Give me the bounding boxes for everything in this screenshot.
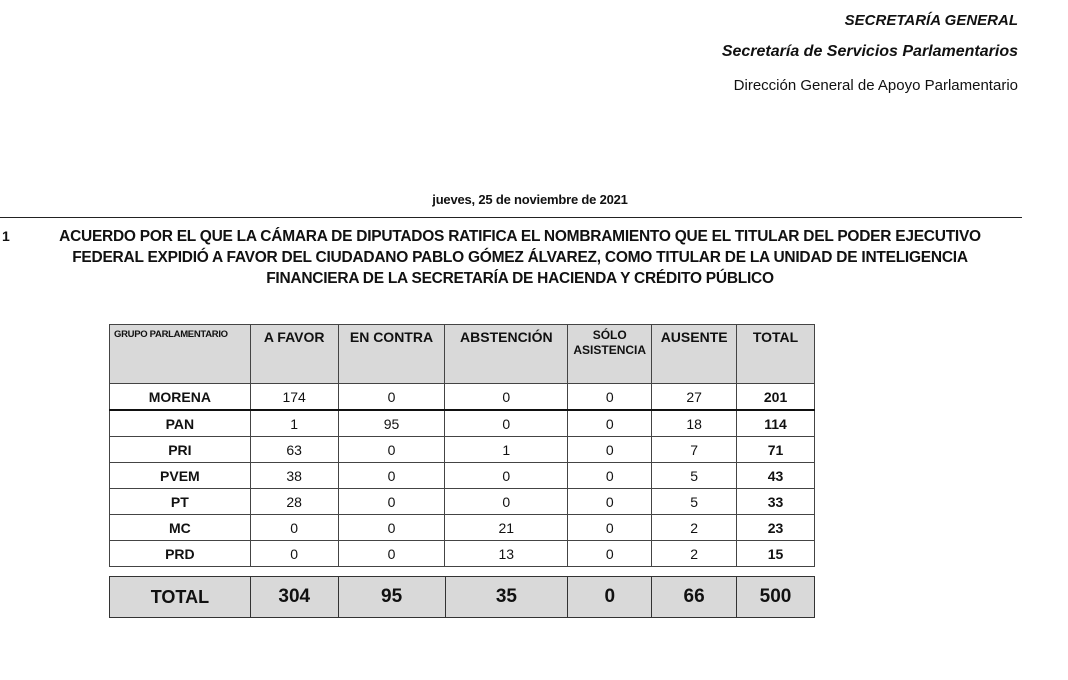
cell-abstencion: 1 xyxy=(445,437,568,463)
totals-label: TOTAL xyxy=(110,577,251,618)
totals-row xyxy=(110,577,815,618)
header-direccion-general: Dirección General de Apoyo Parlamentario xyxy=(733,77,1018,94)
table-row xyxy=(110,541,815,567)
cell-a-favor: 1 xyxy=(250,410,338,437)
cell-a-favor: 38 xyxy=(250,463,338,489)
cell-total: 15 xyxy=(737,541,815,567)
cell-abstencion: 21 xyxy=(445,515,568,541)
cell-solo-asistencia: 0 xyxy=(568,463,652,489)
cell-ausente: 7 xyxy=(652,437,737,463)
session-date: jueves, 25 de noviembre de 2021 xyxy=(432,192,628,207)
cell-abstencion: 0 xyxy=(445,463,568,489)
cell-solo-asistencia: 0 xyxy=(568,515,652,541)
cell-party: MC xyxy=(110,515,251,541)
cell-solo-asistencia: 0 xyxy=(568,489,652,515)
cell-en-contra: 0 xyxy=(338,463,445,489)
cell-a-favor: 63 xyxy=(250,437,338,463)
total-a-favor: 304 xyxy=(250,577,338,618)
total-abstencion: 35 xyxy=(445,577,568,618)
cell-a-favor: 0 xyxy=(250,515,338,541)
cell-abstencion: 0 xyxy=(445,489,568,515)
cell-abstencion: 0 xyxy=(445,384,568,411)
cell-en-contra: 0 xyxy=(338,437,445,463)
header-secretaria-general: SECRETARÍA GENERAL xyxy=(844,12,1018,29)
cell-ausente: 2 xyxy=(652,541,737,567)
cell-total: 71 xyxy=(737,437,815,463)
cell-party: PRD xyxy=(110,541,251,567)
agreement-title: ACUERDO POR EL QUE LA CÁMARA DE DIPUTADOS RATIFICA EL NOMBRAMIENTO QUE EL TITULAR DEL PODER EJECUTIVO FEDERAL EXPIDIÓ A FAVOR DEL CIUDADANO PABLO GÓMEZ ÁLVAREZ, COMO TITULAR DE LA UNIDAD DE INTELIGENCIA FINANCIERA DE LA SECRETARÍA DE HACIENDA Y CRÉDITO PÚBLICO xyxy=(59,228,981,287)
column-header-abstencion: ABSTENCIÓN xyxy=(445,325,568,384)
cell-ausente: 27 xyxy=(652,384,737,411)
cell-a-favor: 0 xyxy=(250,541,338,567)
cell-ausente: 5 xyxy=(652,463,737,489)
cell-abstencion: 13 xyxy=(445,541,568,567)
divider-rule xyxy=(0,217,1022,218)
cell-party: PRI xyxy=(110,437,251,463)
table-row xyxy=(110,437,815,463)
table-row xyxy=(110,515,815,541)
cell-party: PVEM xyxy=(110,463,251,489)
column-header-solo-asistencia: SÓLO ASISTENCIA xyxy=(568,325,652,384)
table-row xyxy=(110,384,815,411)
cell-total: 201 xyxy=(737,384,815,411)
cell-total: 43 xyxy=(737,463,815,489)
cell-a-favor: 28 xyxy=(250,489,338,515)
cell-total: 33 xyxy=(737,489,815,515)
cell-ausente: 2 xyxy=(652,515,737,541)
cell-solo-asistencia: 0 xyxy=(568,541,652,567)
column-header-a-favor: A FAVOR xyxy=(250,325,338,384)
cell-en-contra: 95 xyxy=(338,410,445,437)
cell-ausente: 18 xyxy=(652,410,737,437)
total-solo-asistencia: 0 xyxy=(568,577,652,618)
cell-party: PT xyxy=(110,489,251,515)
vote-table-header-row xyxy=(110,325,815,384)
totals-table xyxy=(109,576,815,618)
cell-party: PAN xyxy=(110,410,251,437)
cell-total: 114 xyxy=(737,410,815,437)
column-header-en-contra: EN CONTRA xyxy=(338,325,445,384)
column-header-total: TOTAL xyxy=(737,325,815,384)
cell-abstencion: 0 xyxy=(445,410,568,437)
table-row xyxy=(110,489,815,515)
cell-solo-asistencia: 0 xyxy=(568,384,652,411)
cell-en-contra: 0 xyxy=(338,384,445,411)
cell-en-contra: 0 xyxy=(338,541,445,567)
item-number: 1 xyxy=(2,228,10,244)
total-total: 500 xyxy=(737,577,815,618)
table-row xyxy=(110,463,815,489)
column-header-ausente: AUSENTE xyxy=(652,325,737,384)
vote-table xyxy=(109,324,815,567)
total-en-contra: 95 xyxy=(338,577,445,618)
cell-en-contra: 0 xyxy=(338,515,445,541)
cell-solo-asistencia: 0 xyxy=(568,437,652,463)
table-row xyxy=(110,410,815,437)
cell-ausente: 5 xyxy=(652,489,737,515)
header-servicios-parlamentarios: Secretaría de Servicios Parlamentarios xyxy=(721,43,1018,60)
total-ausente: 66 xyxy=(652,577,737,618)
cell-total: 23 xyxy=(737,515,815,541)
cell-solo-asistencia: 0 xyxy=(568,410,652,437)
cell-a-favor: 174 xyxy=(250,384,338,411)
cell-en-contra: 0 xyxy=(338,489,445,515)
column-header-grupo: GRUPO PARLAMENTARIO xyxy=(110,325,251,384)
cell-party: MORENA xyxy=(110,384,251,411)
